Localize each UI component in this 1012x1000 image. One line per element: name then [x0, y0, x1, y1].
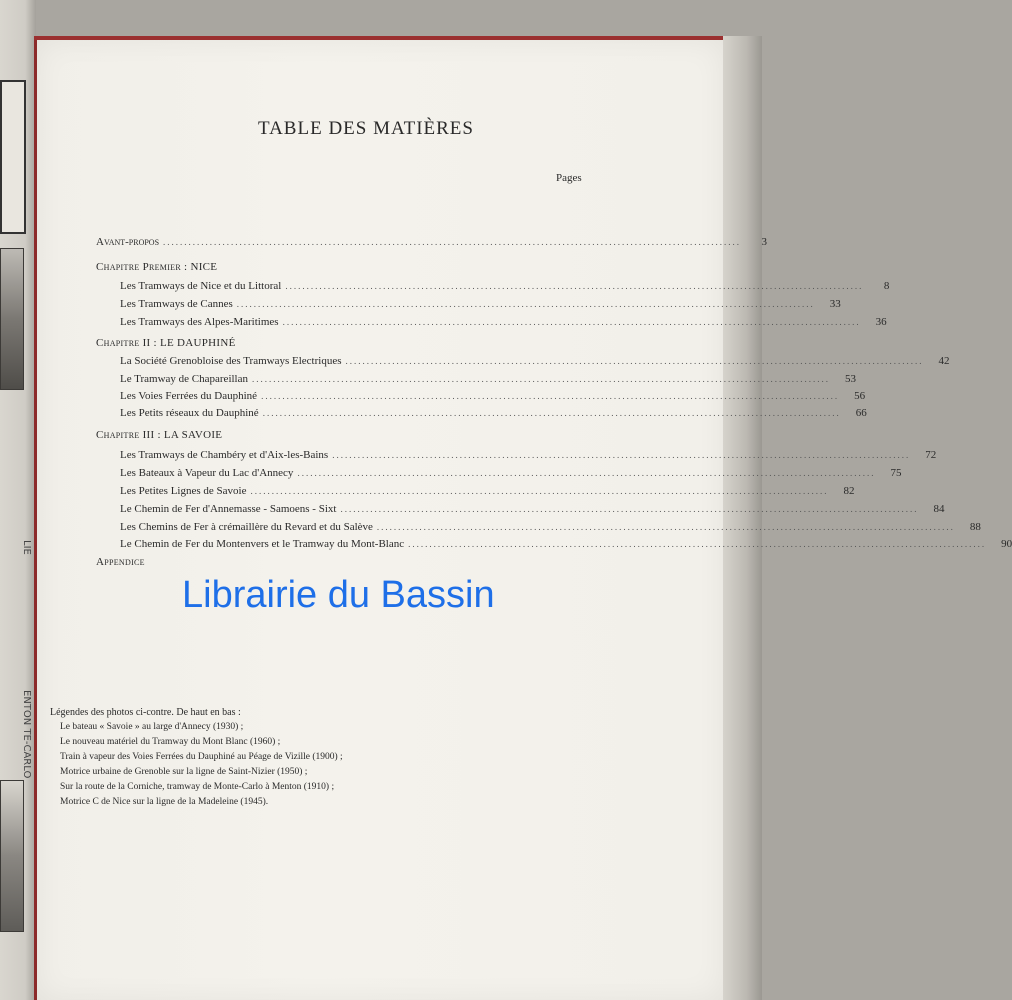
toc-entry-label: Les Tramways de Cannes	[120, 298, 233, 310]
toc-entry-label: Les Voies Ferrées du Dauphiné	[120, 390, 258, 402]
leader-dots: ........................................................................................................................................	[250, 486, 829, 496]
caption-item: Le bateau « Savoie » au large d'Annecy (1930) ;	[60, 722, 244, 732]
leader-dots: ........................................................................................................................................	[376, 522, 955, 532]
chapter-heading: Chapitre Premier : NICE	[96, 261, 218, 273]
toc-entry	[120, 538, 1012, 554]
toc-entry	[120, 521, 981, 537]
leader-dots: ........................................................................................................................................	[262, 408, 841, 418]
toc-entry-page: 88	[969, 521, 981, 533]
toc-entry-label: Les Chemins de Fer à crémaillère du Revard et du Salève	[120, 521, 373, 533]
toc-entry	[120, 485, 855, 501]
toc-entry-label: Les Petites Lignes de Savoie	[120, 485, 247, 497]
leader-dots: ........................................................................................................................................	[332, 450, 911, 460]
photo-captions	[50, 707, 370, 808]
watermark-text: Librairie du Bassin	[182, 574, 495, 616]
facing-page-photo	[0, 80, 26, 234]
toc-entry-page: 3	[761, 236, 768, 248]
toc-entry	[120, 373, 856, 389]
facing-page-photo	[0, 248, 24, 390]
toc-entry-label: Le Chemin de Fer d'Annemasse - Samoens - Sixt	[120, 503, 337, 515]
toc-entry	[120, 355, 950, 371]
toc-entry-label: Les Tramways des Alpes-Maritimes	[120, 316, 279, 328]
toc-entry-page: 42	[938, 355, 950, 367]
toc-entry-page: 82	[843, 485, 855, 497]
toc-entry-label: Les Bateaux à Vapeur du Lac d'Annecy	[120, 467, 294, 479]
leader-dots: ........................................................................................................................................	[163, 237, 742, 247]
toc-entry-label: Le Chemin de Fer du Montenvers et le Tramway du Mont-Blanc	[120, 538, 405, 550]
leader-dots: ........................................................................................................................................	[297, 468, 876, 478]
leader-dots: ........................................................................................................................................	[282, 317, 861, 327]
facing-page-edge	[0, 0, 36, 1000]
toc-entry-label: Avant-propos	[96, 236, 160, 248]
appendix-entry: Appendice	[96, 556, 145, 568]
leader-dots: ........................................................................................................................................	[252, 374, 830, 384]
page-title: TABLE DES MATIÈRES	[258, 118, 474, 139]
toc-entry-page: 33	[829, 298, 841, 310]
leader-dots: ........................................................................................................................................	[340, 504, 919, 514]
pages-column-label: Pages	[556, 172, 582, 184]
toc-entry-label: Les Tramways de Chambéry et d'Aix-les-Bains	[120, 449, 329, 461]
toc-entry-label: Les Petits réseaux du Dauphiné	[120, 407, 259, 419]
toc-entry	[120, 280, 890, 296]
toc-entry	[120, 298, 841, 314]
caption-item: Motrice C de Nice sur la ligne de la Madeleine (1945).	[60, 797, 269, 807]
chapter-heading: Chapitre II : LE DAUPHINÉ	[96, 337, 236, 349]
toc-entry-page: 53	[845, 373, 856, 385]
toc-entry-page: 8	[883, 280, 890, 292]
page-stack-edge	[723, 36, 762, 1000]
book-page	[37, 40, 723, 1000]
toc-entry-page: 75	[890, 467, 902, 479]
caption-item: Le nouveau matériel du Tramway du Mont Blanc (1960) ;	[60, 737, 281, 747]
toc-entry	[120, 407, 867, 423]
toc-entry	[120, 503, 945, 519]
toc-entry-page: 66	[855, 407, 867, 419]
facing-page-text: ENTON TE-CARLO	[21, 690, 32, 779]
toc-entry	[120, 390, 866, 406]
facing-page-text: LIE	[21, 540, 32, 555]
leader-dots: ........................................................................................................................................	[261, 391, 840, 401]
toc-entry	[120, 449, 937, 465]
facing-page-photo	[0, 780, 24, 932]
toc-entry-label: La Société Grenobloise des Tramways Electriques	[120, 355, 342, 367]
leader-dots: ........................................................................................................................................	[285, 281, 864, 291]
toc-entry-page: 56	[854, 390, 866, 402]
caption-item: Train à vapeur des Voies Ferrées du Dauphiné au Péage de Vizille (1900) ;	[60, 752, 343, 762]
caption-item: Sur la route de la Corniche, tramway de Monte-Carlo à Menton (1910) ;	[60, 782, 335, 792]
chapter-heading: Chapitre III : LA SAVOIE	[96, 429, 223, 441]
toc-entry-page: 84	[933, 503, 945, 515]
leader-dots: ........................................................................................................................................	[236, 299, 815, 309]
toc-entry-label: Le Tramway de Chapareillan	[120, 373, 248, 385]
toc-entry	[120, 316, 887, 332]
toc-entry-page: 90	[1001, 538, 1012, 550]
toc-entry	[120, 467, 902, 483]
leader-dots: ........................................................................................................................................	[408, 539, 987, 549]
caption-item: Motrice urbaine de Grenoble sur la ligne de Saint-Nizier (1950) ;	[60, 767, 308, 777]
toc-entry-label: Les Tramways de Nice et du Littoral	[120, 280, 282, 292]
toc-entry-avant-propos	[96, 236, 768, 252]
captions-heading: Légendes des photos ci-contre. De haut en bas :	[50, 707, 241, 718]
toc-entry-page: 36	[875, 316, 887, 328]
leader-dots: ........................................................................................................................................	[345, 356, 924, 366]
toc-entry-page: 72	[925, 449, 937, 461]
